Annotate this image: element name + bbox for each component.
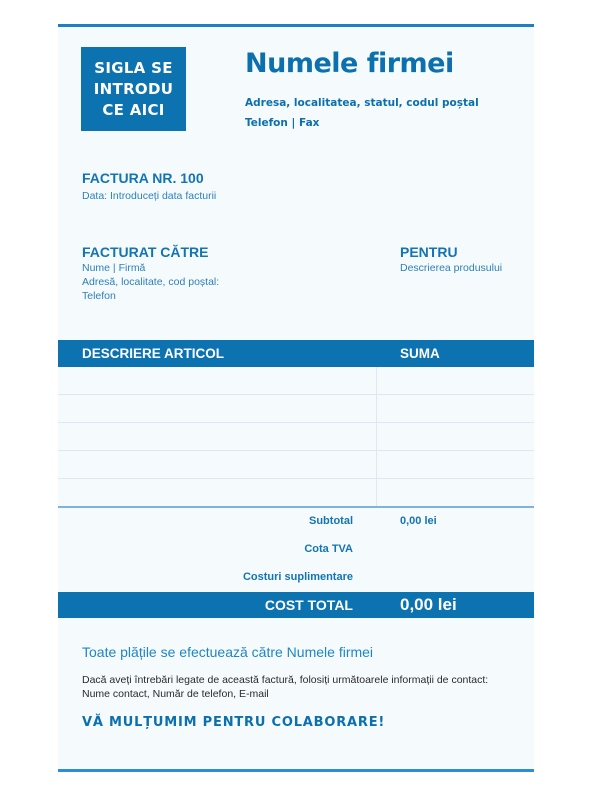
product-description[interactable]: Descrierea produsului [400,262,503,274]
bill-to-phone[interactable]: Telefon [82,290,116,302]
column-divider [376,367,377,395]
vat-label: Cota TVA [304,543,353,555]
total-label: COST TOTAL [264,597,353,613]
table-row[interactable] [58,479,534,506]
extra-costs-label: Costuri suplimentare [242,571,353,583]
column-amount: SUMA [400,346,440,361]
contact-line-2[interactable]: Nume contact, Număr de telefon, E-mail [82,688,269,700]
items-table-body [58,367,534,506]
subtotal-label: Subtotal [309,515,353,527]
logo-text: SIGLA SE INTRODU CE AICI [93,58,174,119]
column-divider [376,395,377,423]
contact-info [82,673,488,701]
column-divider [376,479,377,507]
bill-to-section [82,244,219,303]
column-description: DESCRIERE ARTICOL [82,346,225,361]
company-phone-fax[interactable]: Telefon | Fax [245,117,320,129]
table-bottom-rule [58,506,534,508]
for-title: PENTRU [400,244,458,260]
items-table-header [58,340,534,367]
payment-note: Toate plățile se efectuează către Numele firmei [82,644,374,660]
invoice-info [82,170,216,203]
bottom-rule [58,769,534,772]
total-value[interactable]: 0,00 lei [400,595,457,614]
contact-line-1: Dacă aveți întrebări legate de această factură, folosiți următoarele informații de contact: [82,674,489,686]
bill-to-name[interactable]: Nume | Firmă [82,262,146,274]
top-rule [58,24,534,27]
total-bar [58,592,534,618]
subtotal-value[interactable]: 0,00 lei [400,515,437,527]
table-row[interactable] [58,395,534,423]
for-section [400,244,502,275]
company-address[interactable]: Adresa, localitatea, statul, codul poștal [245,97,479,109]
invoice-date[interactable]: Data: Introduceți data facturii [82,190,217,202]
company-contact [245,93,479,133]
bill-to-address[interactable]: Adresă, localitate, cod poștal: [82,276,220,288]
table-row[interactable] [58,423,534,451]
invoice-number[interactable]: FACTURA NR. 100 [82,170,204,186]
table-row[interactable] [58,451,534,479]
column-divider [376,451,377,479]
table-row[interactable] [58,367,534,395]
thank-you-message: VĂ MULȚUMIM PENTRU COLABORARE! [82,715,386,730]
column-divider [376,423,377,451]
bill-to-title: FACTURAT CĂTRE [82,244,209,260]
company-name[interactable]: Numele firmei [245,48,454,79]
logo-placeholder[interactable] [81,47,186,131]
